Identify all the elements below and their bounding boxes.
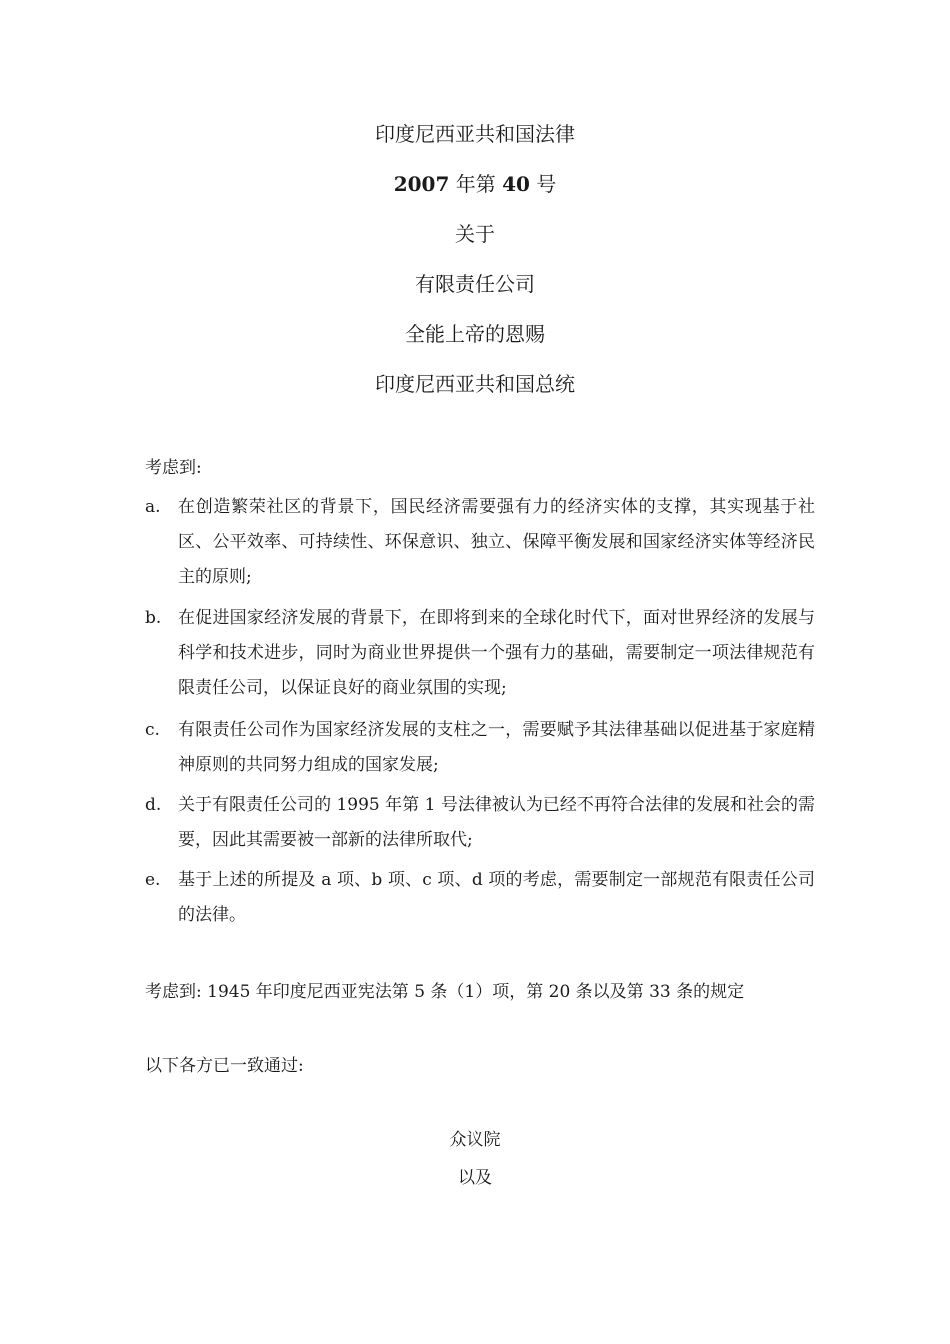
agreement-line: 以下各方已一致通过: — [145, 1056, 304, 1076]
house-of-representatives: 众议院 — [449, 1130, 501, 1150]
consideration-item — [145, 490, 815, 595]
law-number-value: 40 — [502, 172, 530, 196]
item-text: 基于上述的所提及 a 项、b 项、c 项、d 项的考虑，需要制定一部规范有限责任公司的法律。 — [178, 870, 815, 925]
law-subject: 有限责任公司 — [415, 272, 535, 296]
item-text: 关于有限责任公司的 1995 年第 1 号法律被认为已经不再符合法律的发展和社会的需要，因此其需要被一部新的法律所取代; — [178, 795, 815, 850]
consideration-item — [145, 601, 815, 706]
item-text: 在创造繁荣社区的背景下，国民经济需要强有力的经济实体的支撑，其实现基于社区、公平效率、可持续性、环保意识、独立、保障平衡发展和国家经济实体等经济民主的原则; — [178, 497, 815, 587]
law-year: 2007 — [393, 172, 450, 196]
law-about: 关于 — [455, 222, 495, 246]
item-marker: a. — [145, 497, 161, 517]
blessing-line: 全能上帝的恩赐 — [405, 322, 545, 346]
item-marker: d. — [145, 795, 162, 815]
law-number — [0, 172, 950, 196]
item-marker: e. — [145, 870, 161, 890]
consideration-item — [145, 863, 815, 933]
item-text: 在促进国家经济发展的背景下，在即将到来的全球化时代下，面对世界经济的发展与科学和技术进步，同时为商业世界提供一个强有力的基础，需要制定一项法律规范有限责任公司，以保证良好的商业氛围的实现; — [178, 608, 815, 698]
consideration-item — [145, 788, 815, 858]
law-number-mid: 年第 — [455, 172, 496, 196]
law-title: 印度尼西亚共和国法律 — [375, 122, 575, 146]
item-marker: c. — [145, 720, 160, 740]
considering-constitution: 考虑到: 1945 年印度尼西亚宪法第 5 条（1）项，第 20 条以及第 33 条的规定 — [145, 982, 745, 1002]
considering-label: 考虑到: — [145, 458, 202, 478]
item-text: 有限责任公司作为国家经济发展的支柱之一，需要赋予其法律基础以促进基于家庭精神原则的共同努力组成的国家发展; — [178, 720, 815, 775]
item-marker: b. — [145, 608, 162, 628]
consideration-item — [145, 713, 815, 783]
and-line: 以及 — [458, 1168, 492, 1188]
law-number-suffix: 号 — [536, 172, 557, 196]
president-line: 印度尼西亚共和国总统 — [375, 372, 575, 396]
